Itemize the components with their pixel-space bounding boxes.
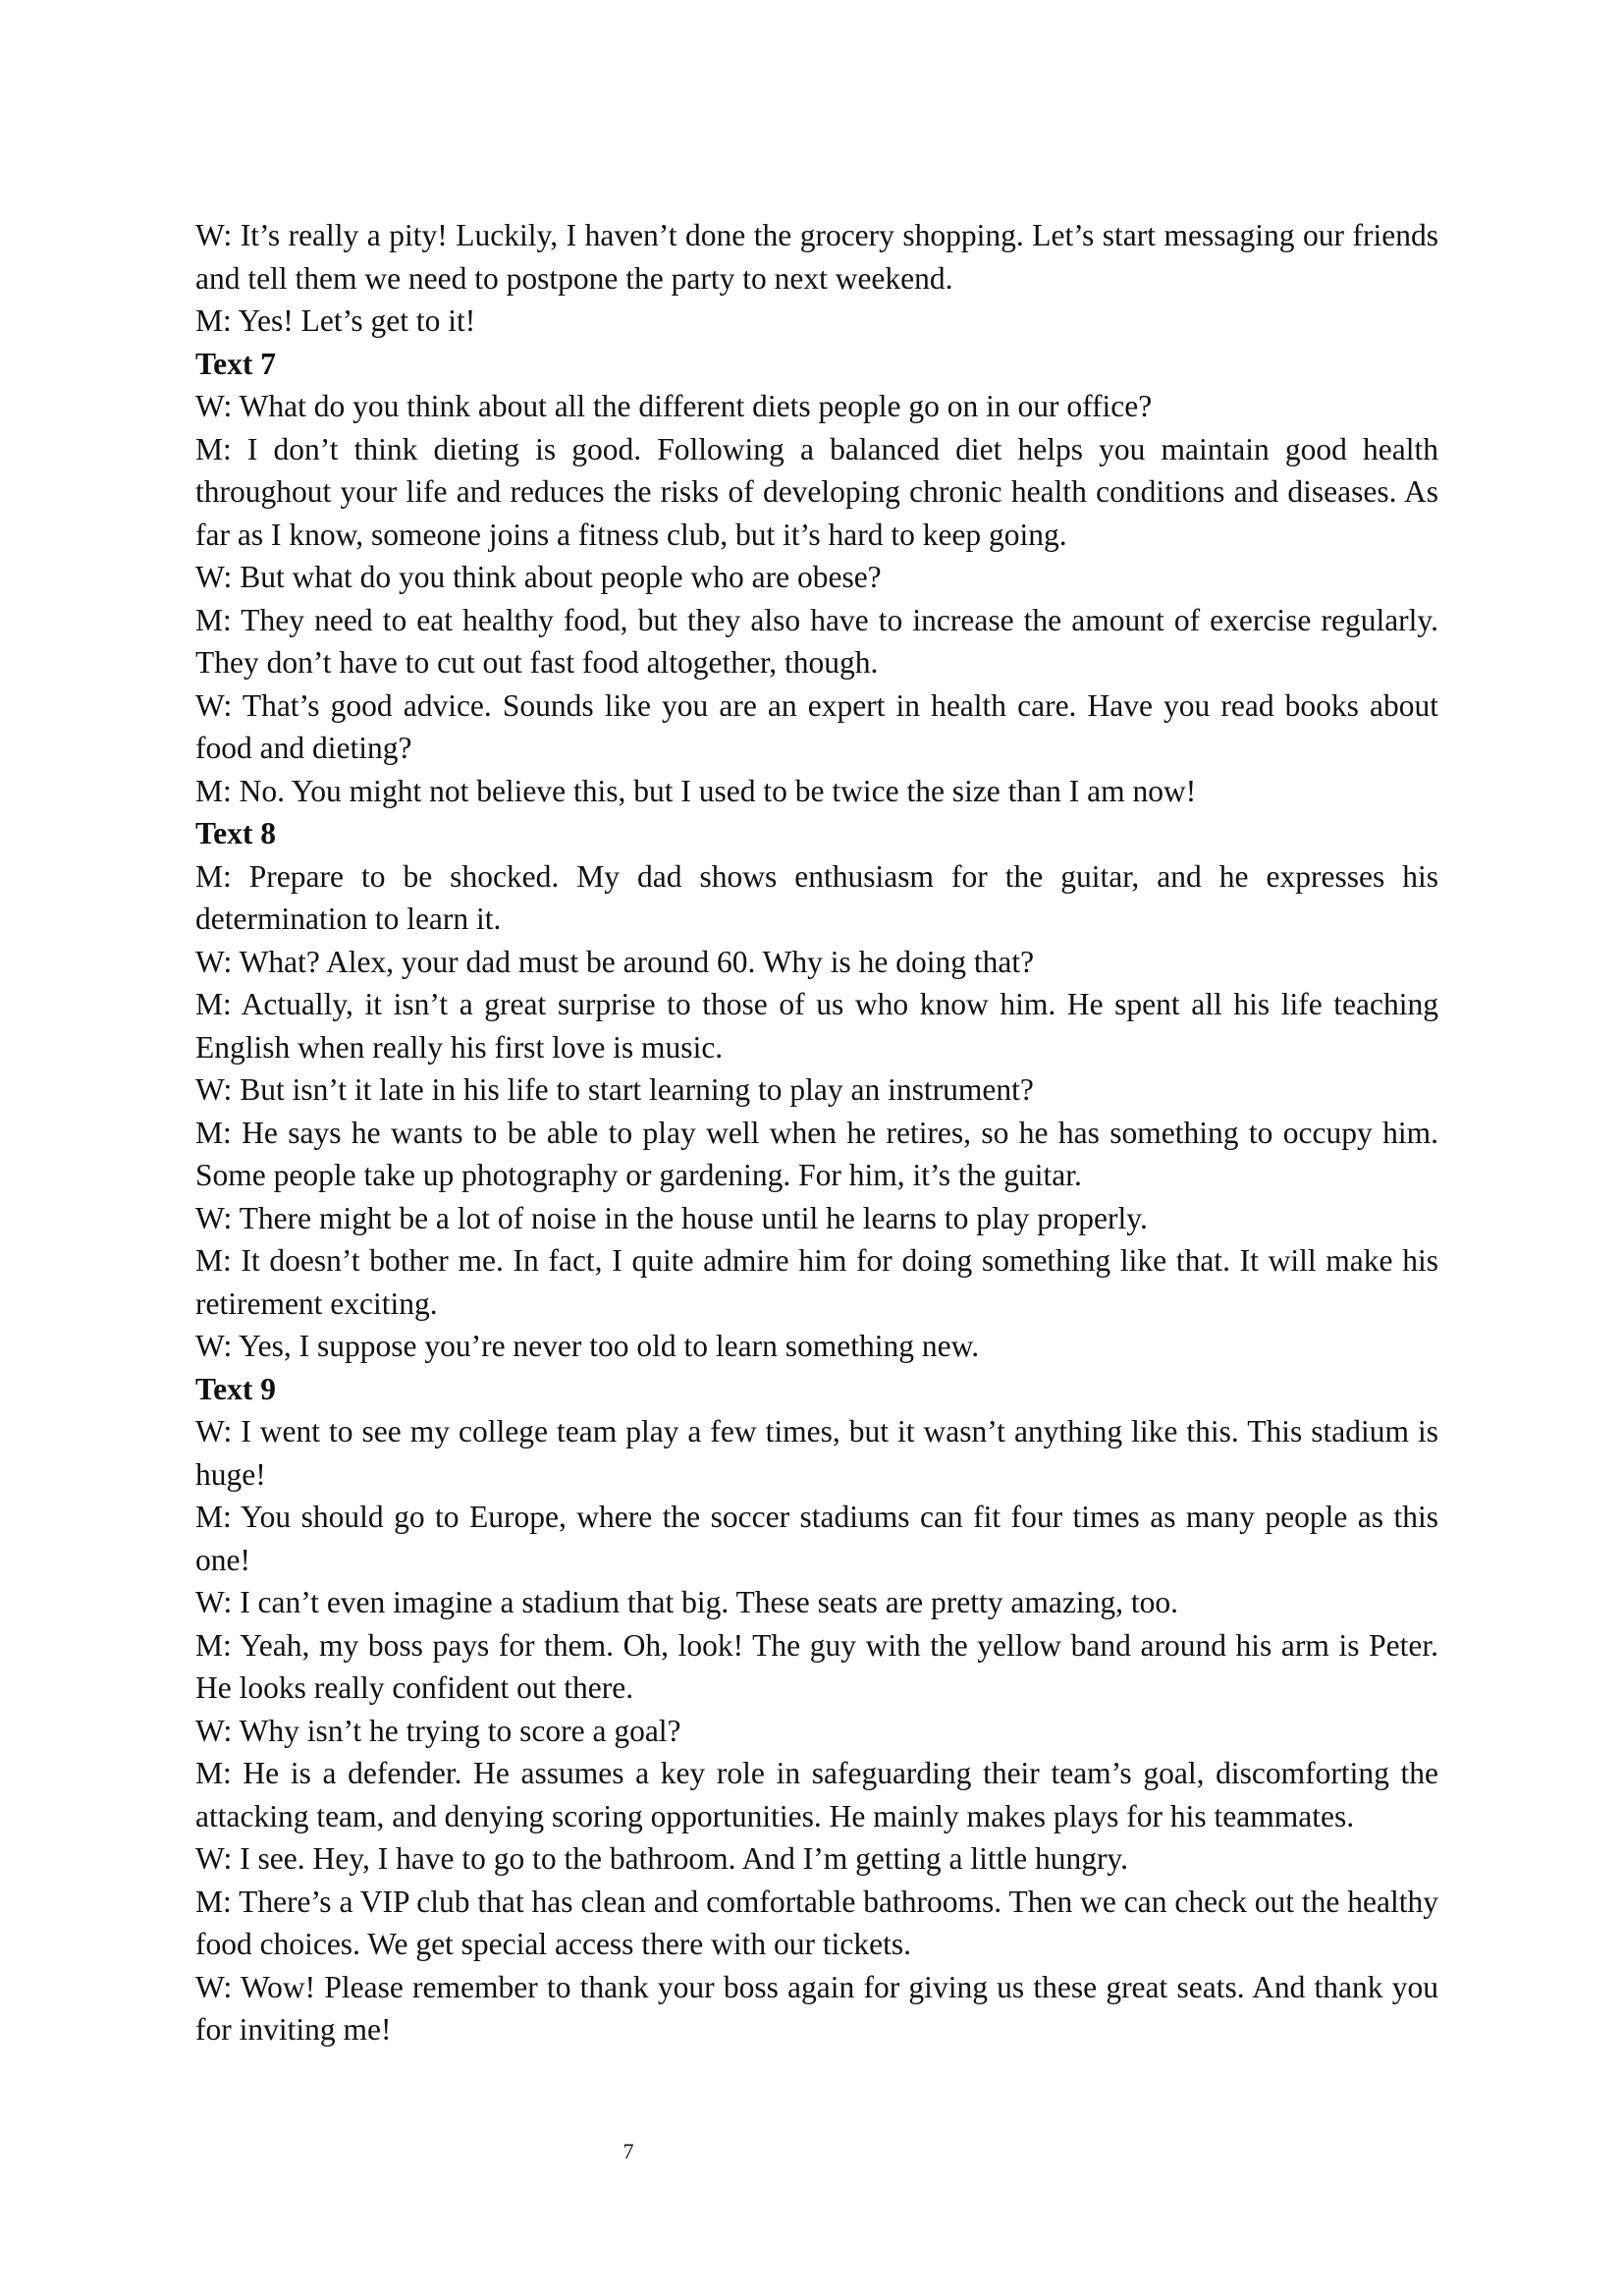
dialogue-line: M: Actually, it isn’t a great surprise to those of us who know him. He spent all his life teaching English when really his first love is music. [195,987,1438,1065]
dialogue-line: W: I went to see my college team play a few times, but it wasn’t anything like this. This stadium is huge! [195,1414,1438,1492]
dialogue-line: W: Wow! Please remember to thank your boss again for giving us these great seats. And thank you for inviting me! [195,1969,1438,2047]
dialogue-line: M: There’s a VIP club that has clean and comfortable bathrooms. Then we can check out the healthy food choices. We get special access there with our tickets. [195,1884,1438,1961]
dialogue-line: W: What do you think about all the different diets people go on in our office? [195,389,1153,423]
dialogue-line: M: No. You might not believe this, but I used to be twice the size than I am now! [195,773,1197,808]
dialogue-line: M: He is a defender. He assumes a key role in safeguarding their team’s goal, discomforting the attacking team, and denying scoring opportunities. He mainly makes plays for his teammates. [195,1756,1438,1833]
section-heading-text-8: Text 8 [195,816,276,850]
dialogue-line: M: I don’t think dieting is good. Following a balanced diet helps you maintain good health throughout your life and reduces the risks of developing chronic health conditions and diseases. As far as I know, someone joins a fitness club, but it’s hard to keep going. [195,431,1438,552]
dialogue-line: W: It’s really a pity! Luckily, I haven’t done the grocery shopping. Let’s start messaging our friends and tell them we need to postpone the party to next weekend. [195,218,1438,296]
dialogue-line: W: Why isn’t he trying to score a goal? [195,1713,681,1748]
dialogue-line: M: Yeah, my boss pays for them. Oh, look! The guy with the yellow band around his arm is Peter. He looks really confident out there. [195,1627,1438,1705]
dialogue-line: M: It doesn’t bother me. In fact, I quite admire him for doing something like that. It will make his retirement exciting. [195,1243,1438,1321]
dialogue-line: M: You should go to Europe, where the soccer stadiums can fit four times as many people as this one! [195,1500,1438,1577]
dialogue-line: W: I can’t even imagine a stadium that big. These seats are pretty amazing, too. [195,1585,1178,1619]
section-heading-text-7: Text 7 [195,346,276,381]
dialogue-line: W: But isn’t it late in his life to start learning to play an instrument? [195,1072,1034,1107]
dialogue-line: W: There might be a lot of noise in the house until he learns to play properly. [195,1200,1148,1235]
dialogue-line: M: Prepare to be shocked. My dad shows enthusiasm for the guitar, and he expresses his determination to learn it. [195,858,1438,936]
dialogue-line: M: They need to eat healthy food, but they also have to increase the amount of exercise regularly. They don’t have to cut out fast food altogether, though. [195,602,1438,680]
section-heading-text-9: Text 9 [195,1371,276,1406]
dialogue-line: W: But what do you think about people who are obese? [195,560,882,594]
page-number: 7 [622,2139,634,2163]
dialogue-line: W: Yes, I suppose you’re never too old to learn something new. [195,1329,980,1363]
dialogue-line: W: What? Alex, your dad must be around 60. Why is he doing that? [195,944,1035,979]
document-body [195,214,1438,2051]
dialogue-line: M: Yes! Let’s get to it! [195,303,476,338]
dialogue-line: W: That’s good advice. Sounds like you are an expert in health care. Have you read books about food and dieting? [195,687,1438,765]
dialogue-line: M: He says he wants to be able to play well when he retires, so he has something to occupy him. Some people take up photography or gardening. For him, it’s the guitar. [195,1115,1438,1192]
dialogue-line: W: I see. Hey, I have to go to the bathroom. And I’m getting a little hungry. [195,1841,1129,1876]
